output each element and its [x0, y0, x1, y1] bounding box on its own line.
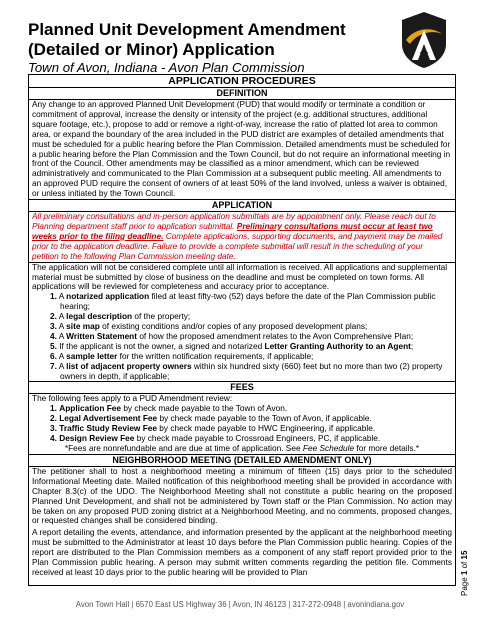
notice-deadline: Preliminary consultations must occur at least two weeks prior to the filing deadline.: [32, 220, 433, 241]
definition-heading: DEFINITION: [29, 88, 455, 100]
list-item: 1. A notarized application filed at least fifty-two (52) days before the date of the Plan Commission public hearing;: [50, 291, 436, 312]
notice-text-2: Complete applications, supporting documents, and payment may be mailed prior to the application deadline. Failure to provide a complete submittal will result in the scheduling of your petition to the following Plan Commission meeting date.: [32, 230, 443, 261]
neighborhood-paragraph-1: The petitioner shall to host a neighborhood meeting a minimum of fifteen (15) days prior to the scheduled Informational Meeting date. Mailed notification of this neighborhood meeting shall be provided in accordance with Chapter 8.3(c) of the UDO. The Neighborhood Meeting shall not constitute a public hearing on the proposed Planned Unit Development, and shall not be administered by Town staff or the Plan Commission. No action may be taken on any proposed PUD zoning district at a Neighborhood Meeting, and no comments, proposed changes, or requested changes shall be considered binding.: [32, 465, 452, 526]
list-item: 4. Design Review Fee by check made payable to Crossroad Engineers, PC, if applicable.: [50, 433, 381, 444]
fees-list: [32, 404, 452, 444]
list-item: 3. Traffic Study Review Fee by check made payable to HWC Engineering, if applicable.: [50, 423, 376, 434]
list-item: 1. Application Fee by check made payable to the Town of Avon.: [50, 403, 288, 414]
list-item: 7. A list of adjacent property owners within six hundred sixty (660) feet but no more than two (2) property owners in depth, if applicable;: [50, 360, 443, 381]
procedures-heading: APPLICATION PROCEDURES: [29, 75, 455, 88]
page-title: Planned Unit Development Amendment (Detailed or Minor) Application: [28, 20, 346, 59]
requirements-list: [32, 292, 452, 381]
fees-intro: The following fees apply to a PUD Amendment review:: [32, 393, 233, 404]
fees-note: *Fees are nonrefundable and are due at time of application. See Fee Schedule for more details.*: [64, 443, 420, 453]
application-text: The application will not be considered complete until all information is received. All applications and supplemental material must be submitted by close of business on the deadline and must be completed on town forms. All applications will be reviewed for completeness and accuracy prior to acceptance.: [32, 261, 448, 292]
list-item: 3. A site map of existing conditions and/or copies of any proposed development plans;: [50, 321, 368, 332]
application-heading: APPLICATION: [29, 200, 455, 212]
town-avon-logo: [396, 10, 452, 70]
list-item: 6. A sample letter for the written notification requirements, if applicable;: [50, 350, 314, 361]
procedures-box: [28, 74, 456, 586]
fees-section: [29, 394, 455, 454]
page-footer: Avon Town Hall | 6570 East US Highway 36 | Avon, IN 46123 | 317-272-0948 | avonindiana.gov: [75, 600, 405, 609]
neighborhood-section: [29, 467, 455, 578]
list-item: 2. Legal Advertisement Fee by check made payable to the Town of Avon, if applicable.: [50, 413, 372, 424]
notice-text-1: All preliminary consultations and in-person application submittals are by appointment only. Please reach out to Planning department staff prior to application submittal.: [32, 211, 436, 231]
list-item: 5. If the applicant is not the owner, a signed and notarized Letter Granting Authority to an Agent;: [50, 340, 414, 351]
page-subtitle: Town of Avon, Indiana - Avon Plan Commission: [28, 60, 305, 75]
list-item: 4. A Written Statement of how the proposed amendment relates to the Avon Comprehensive Plan;: [50, 330, 414, 341]
fees-heading: FEES: [29, 382, 455, 394]
list-item: 2. A legal description of the property;: [50, 311, 191, 322]
definition-text: Any change to an approved Planned Unit Development (PUD) that would modify or terminate a condition or commitment of approval, increase the density or intensity of the project (e.g. additional structures, additional square footage, etc.), propose to add or remove a right-of-way, increase the ratio of platted lot area to common area, or expand the boundary of the area included in the PUD district are examples of detailed amendments that must be scheduled for a public hearing before the Plan Commission. Detailed amendments must be scheduled for a public hearing before the Plan Commission and the Town Council, but do not require an informational meeting in front of the Council. Other amendments may be classified as a minor amendment, which can be reviewed administratively and communicated to the Plan Commission at a subsequent public meeting. All amendments to an approved PUD require the consent of owners of at least 50% of the land involved, unless a waiver is obtained, or unless initiated by the Town Council.: [29, 100, 455, 200]
neighborhood-paragraph-2: A report detailing the events, attendance, and information presented by the applicant at the neighborhood meeting must be submitted to the Administrator at least 10 days before the Plan Commission public hearing. Copies of the report are distributed to the Plan Commission members as a component of any staff report provided prior to the Plan Commission public hearing. A person may submit written comments regarding the petition file. Comments received at least 10 days prior to the public hearing will be provided to Plan: [32, 527, 452, 577]
neighborhood-heading: NEIGHBORHOOD MEETING (DETAILED AMENDMENT ONLY): [29, 455, 455, 467]
page-number: Page 1 of 15: [460, 550, 469, 596]
application-requirements: [29, 263, 455, 383]
application-notice: [29, 212, 455, 263]
